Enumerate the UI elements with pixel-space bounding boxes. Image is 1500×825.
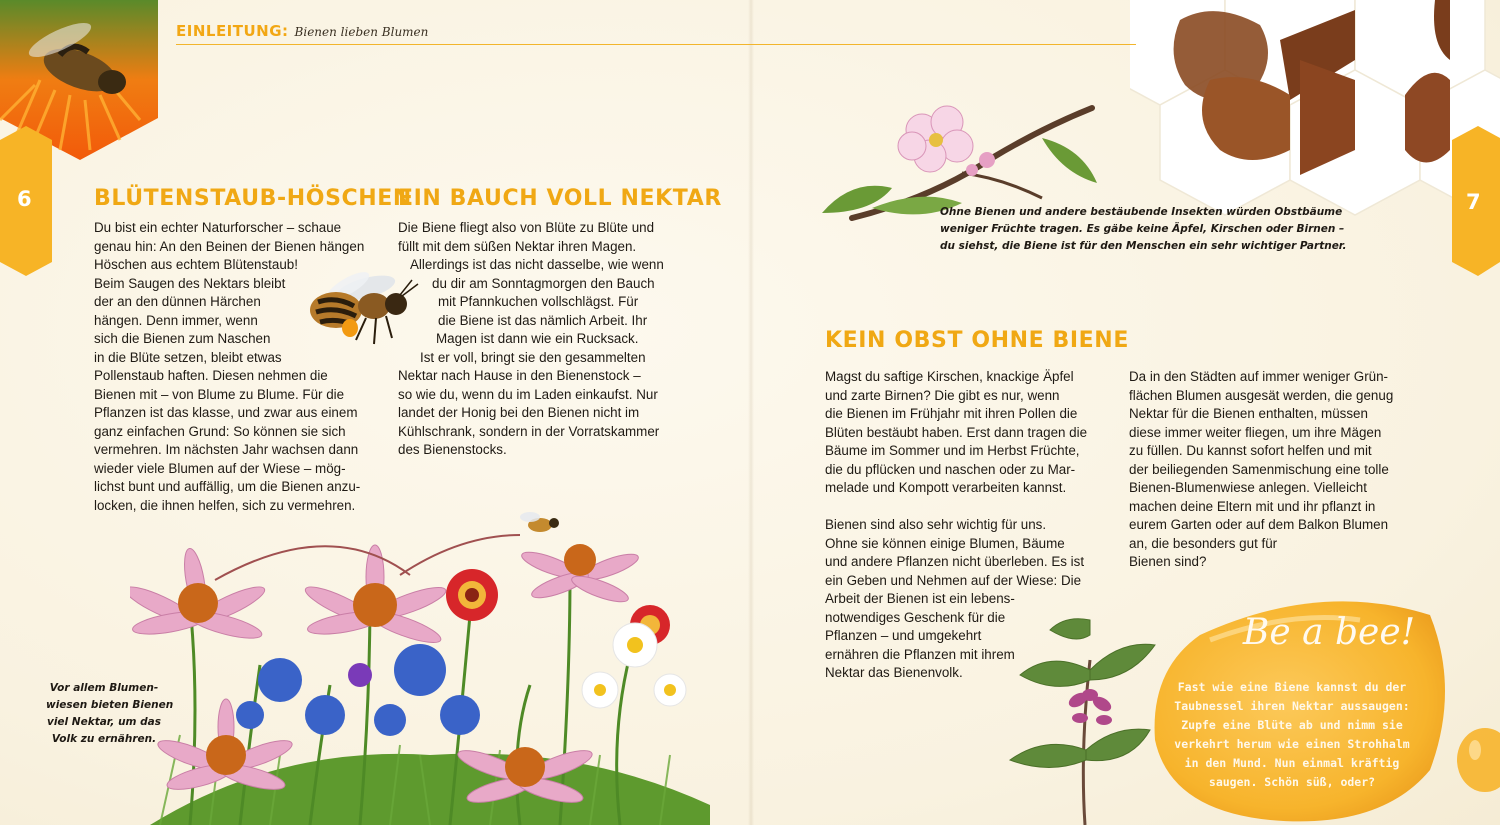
bubble-title: Be a bee! (1242, 612, 1416, 653)
coneflower (155, 699, 295, 794)
daisies (582, 623, 686, 708)
text-line: Magst du saftige Kirschen, knackige Äpfel (825, 369, 1074, 384)
text-line: machen deine Eltern mit und ihr pflanzt in (1129, 498, 1376, 514)
text-line: Bienen sind also sehr wichtig für uns. (825, 517, 1047, 532)
text-line: sich die Bienen zum Naschen (94, 331, 271, 346)
caption-line: weniger Früchte tragen. Es gäbe keine Äpfel, Kirschen oder Birnen – (940, 223, 1345, 235)
text-line: so wie du, wenn du im Laden einkaufst. Nur (398, 386, 658, 402)
bubble-line: saugen. Schön süß, oder? (1208, 775, 1376, 789)
text-line: lichst bunt und auffällig, um die Bienen anzu- (94, 479, 361, 494)
text-line: Ist er voll, bringt sie den gesammelten (420, 349, 646, 365)
cornflowers (236, 644, 480, 736)
text-line: ganz einfachen Grund: So können sie sich (94, 423, 346, 439)
text-line: ein Geben und Nehmen auf der Wiese: Die (825, 572, 1082, 588)
text-line: Bienen mit – von Blume zu Blume. Für die (94, 386, 345, 402)
text-line: Allerdings ist das nicht dasselbe, wie wenn (410, 257, 664, 272)
section-title-pollen: BLÜTENSTAUB-HÖSCHEN (94, 186, 412, 211)
flower-meadow-illustration (130, 505, 710, 825)
page-gutter (748, 0, 754, 825)
text-line: du dir am Sonntagmorgen den Bauch (432, 275, 655, 291)
text-line: füllt mit dem süßen Nektar ihren Magen. (398, 238, 637, 254)
page-number-left: 6 (17, 187, 32, 211)
page-number-right: 7 (1466, 190, 1481, 214)
text-line: Du bist ein echter Naturforscher – schaue (94, 220, 342, 235)
text-line: Kühlschrank, sondern in der Vorratskammer (398, 423, 660, 439)
text-line: mit Pfannkuchen vollschlägst. Für (438, 294, 639, 309)
caption-line: Volk zu ernähren. (51, 733, 157, 745)
dead-nettle-plant (990, 600, 1160, 825)
text-line: Magen ist dann wie ein Rucksack. (436, 331, 639, 346)
honeycomb-image (1130, 0, 1500, 300)
text-line: Höschen aus echtem Blütenstaub! (94, 257, 298, 272)
text-line: Bäume im Sommer und im Herbst Früchte, (825, 443, 1080, 458)
text-line: vermehren. Im nächsten Jahr wachsen dann (94, 442, 359, 457)
bubble-text (1168, 678, 1416, 792)
text-line: Beim Saugen des Nektars bleibt (94, 275, 286, 291)
text-line: Bienen sind? (1129, 554, 1207, 569)
text-line: und zarte Birnen? Die gibt es nur, wenn (825, 387, 1060, 403)
text-line: Ohne sie können einige Blumen, Bäume (825, 535, 1065, 551)
chapter-subtitle: Bienen lieben Blumen (294, 25, 429, 39)
text-line: eurem Garten oder auf dem Balkon Blumen (1129, 517, 1389, 532)
section-text-fruit-col2 (1129, 368, 1393, 572)
text-line: Blüten bestäubt haben. Erst dann tragen die (825, 424, 1088, 440)
coneflower (519, 544, 641, 607)
text-line: diese immer weiter fliegen, um ihre Mägen (1129, 424, 1382, 440)
bubble-line: Fast wie eine Biene kannst du der (1177, 680, 1407, 694)
text-line: und andere Pflanzen nicht überleben. Es ist (825, 554, 1085, 569)
text-line: landet der Honig bei den Bienen nicht im (398, 405, 640, 420)
caption-line: Vor allem Blumen- (49, 682, 159, 694)
small-bee (520, 512, 559, 532)
text-line (825, 498, 1087, 517)
section-title-fruit: KEIN OBST OHNE BIENE (825, 328, 1129, 353)
text-line: wieder viele Blumen auf der Wiese – mög- (94, 460, 346, 476)
text-line: Pflanzen – und umgekehrt (825, 628, 982, 643)
text-line: des Bienenstocks. (398, 442, 507, 457)
caption-line: du siehst, die Biene ist für den Menschen ein sehr wichtiger Partner. (940, 240, 1347, 252)
bubble-line: verkehrt herum wie einen Strohhalm (1174, 737, 1410, 751)
text-line: ernähren die Pflanzen mit ihrem (825, 646, 1015, 662)
text-line: Bienen-Blumenwiese anlegen. Vielleicht (1129, 480, 1367, 495)
text-line: die Bienen im Frühjahr mit ihren Pollen die (825, 406, 1078, 421)
apple-blossom (898, 106, 973, 172)
caption-meadow (46, 680, 174, 748)
text-line: in die Blüte setzen, bleibt etwas (94, 349, 282, 365)
bubble-line: Zupfe eine Blüte ab und nimm sie (1181, 718, 1403, 732)
coneflower (302, 545, 449, 648)
chapter-label: EINLEITUNG: (176, 22, 289, 40)
caption-line: viel Nektar, um das (46, 716, 162, 728)
text-line: Pollenstaub haften. Diesen nehmen die (94, 368, 328, 383)
text-line: genau hin: An den Beinen der Bienen hängen (94, 238, 365, 254)
honey-drop-small (1450, 720, 1500, 800)
section-text-pollen (94, 219, 364, 515)
section-title-nectar: EIN BAUCH VOLL NEKTAR (398, 186, 722, 211)
caption-line: Ohne Bienen und andere bestäubende Insekten würden Obstbäume (940, 206, 1343, 218)
text-line: Nektar nach Hause in den Bienenstock – (398, 368, 641, 383)
bubble-line: in den Mund. Nun einmal kräftig (1184, 756, 1400, 770)
header-rule (176, 44, 1136, 45)
coneflower (130, 547, 268, 644)
text-line: locken, die ihnen helfen, sich zu vermehren. (94, 497, 356, 513)
text-line: an, die besonders gut für (1129, 535, 1278, 551)
text-line: Arbeit der Bienen ist ein lebens- (825, 591, 1015, 606)
text-line: Pflanzen ist das klasse, und zwar aus einem (94, 405, 358, 420)
text-line: melade und Kompott verarbeiten kannst. (825, 480, 1067, 495)
text-line: Da in den Städten auf immer weniger Grün- (1129, 369, 1389, 384)
text-line: der an den dünnen Härchen (94, 294, 261, 309)
text-line: Nektar das Bienenvolk. (825, 665, 963, 680)
chapter-header (176, 22, 428, 40)
caption-apple-branch (940, 204, 1347, 255)
text-line: notwendiges Geschenk für die (825, 609, 1006, 625)
caption-line: wiesen bieten Bienen (46, 699, 174, 711)
text-line: flächen Blumen ausgesät werden, die genug (1129, 387, 1394, 403)
section-text-nectar (398, 219, 664, 460)
text-line: hängen. Denn immer, wenn (94, 312, 258, 328)
bubble-line: Taubnessel ihren Nektar aussaugen: (1174, 699, 1410, 713)
red-flower (446, 569, 498, 621)
text-line: der beiliegenden Samenmischung eine tolle (1129, 461, 1389, 477)
text-line: die Biene ist das nämlich Arbeit. Ihr (438, 312, 648, 328)
text-line: zu füllen. Du kannst sofort helfen und mit (1129, 443, 1372, 458)
text-line: Die Biene fliegt also von Blüte zu Blüte und (398, 220, 655, 235)
text-line: Nektar für die Bienen enthalten, müssen (1129, 406, 1368, 421)
text-line: die du pflücken und naschen oder zu Mar- (825, 461, 1076, 477)
